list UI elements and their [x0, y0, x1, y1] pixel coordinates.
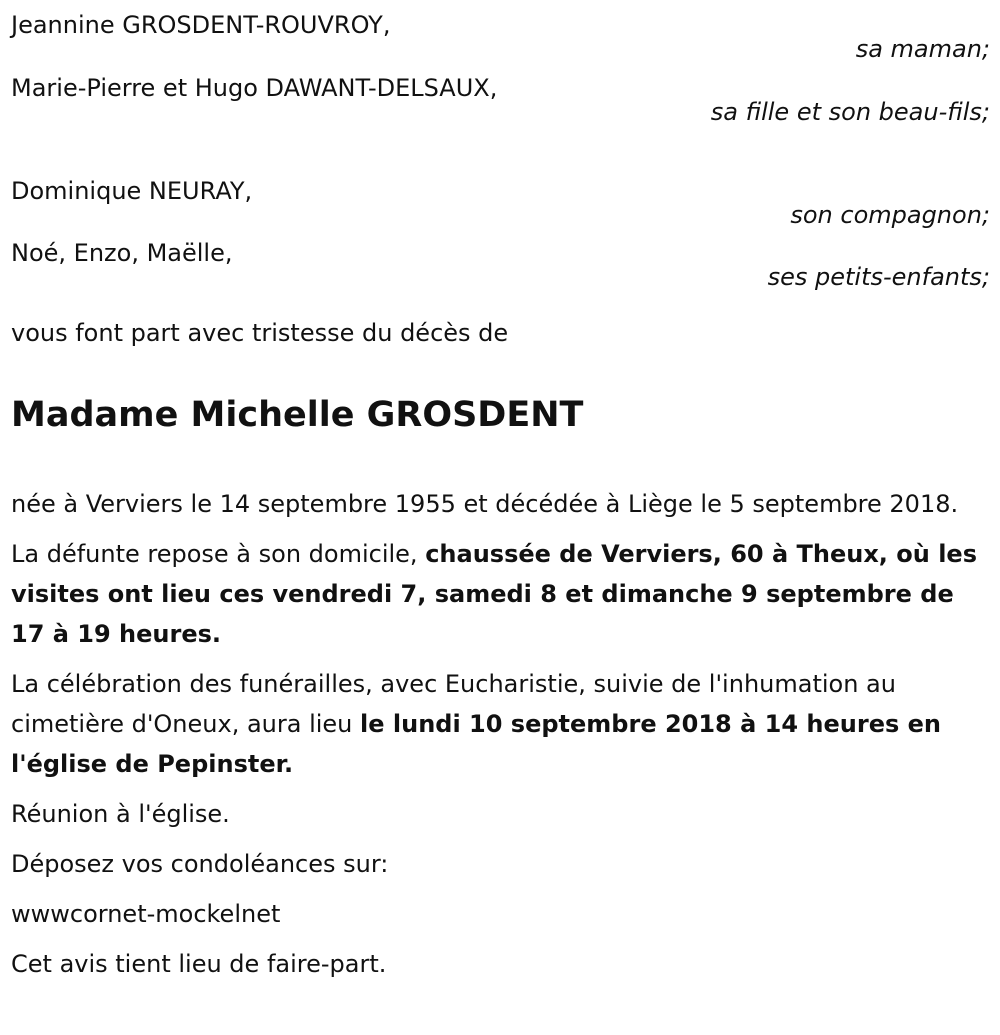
deceased-name: Madame Michelle GROSDENT	[11, 395, 584, 435]
family-member-relation: sa maman;	[855, 35, 990, 63]
family-member-name: Jeannine GROSDENT-ROUVROY,	[11, 11, 391, 39]
funeral-details: le lundi 10 septembre 2018 à 14 heures en l'église de Pepinster.	[11, 710, 941, 778]
meeting-info: Réunion à l'église.	[11, 800, 230, 828]
funeral-lead: La célébration des funérailles, avec Eucharistie, suivie de l'inhumation au cimetière d'Oneux, aura lieu	[11, 670, 896, 738]
family-member-relation: sa fille et son beau-fils;	[710, 98, 990, 126]
birth-death-info: née à Verviers le 14 septembre 1955 et décédée à Liège le 5 septembre 2018.	[11, 490, 959, 518]
family-member-name: Noé, Enzo, Maëlle,	[11, 239, 233, 267]
closing-note: Cet avis tient lieu de faire-part.	[11, 950, 387, 978]
obituary-body	[11, 484, 986, 994]
family-member-name: Dominique NEURAY,	[11, 177, 253, 205]
family-member-relation: ses petits-enfants;	[767, 263, 990, 291]
visitation-info	[11, 534, 986, 654]
funeral-info	[11, 664, 986, 784]
family-member-name: Marie-Pierre et Hugo DAWANT-DELSAUX,	[11, 74, 498, 102]
condolences-label: Déposez vos condoléances sur:	[11, 850, 389, 878]
family-member-relation: son compagnon;	[790, 201, 990, 229]
website-link: wwwcornet-mockelnet	[11, 900, 281, 928]
visitation-lead: La défunte repose à son domicile,	[11, 540, 426, 568]
announcement-intro: vous font part avec tristesse du décès de	[11, 319, 509, 347]
visitation-details: chaussée de Verviers, 60 à Theux, où les visites ont lieu ces vendredi 7, samedi 8 et dimanche 9 septembre de 17 à 19 heures.	[11, 540, 977, 648]
